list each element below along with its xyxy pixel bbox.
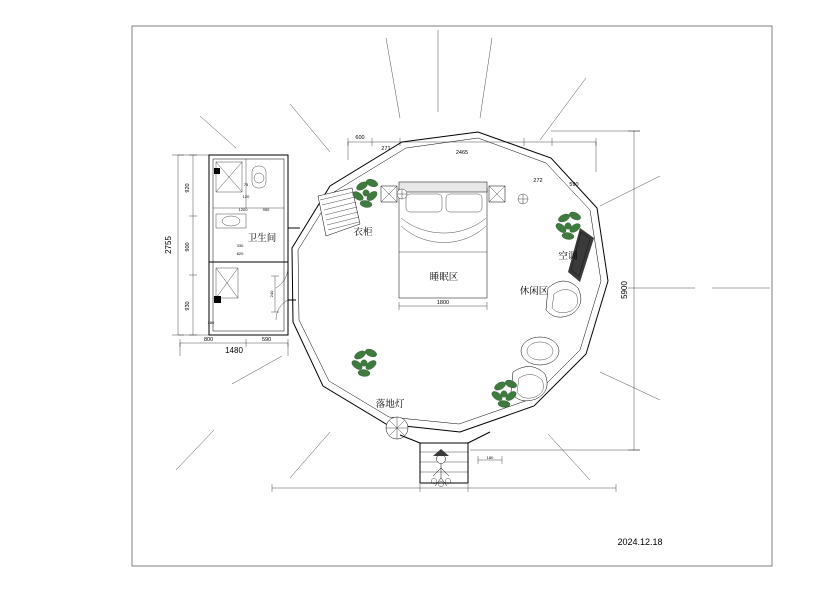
floor-lamp-symbol (386, 417, 408, 439)
bed-furniture (381, 182, 505, 310)
dim-bed-width: 1800 (436, 300, 450, 306)
label-wardrobe: 衣柜 (353, 227, 373, 238)
dim-top-seg-590: 590 (569, 182, 579, 188)
dim-overall-left: 2755 (164, 236, 173, 254)
dim-annex-width: 1480 (225, 346, 243, 355)
dim-left-seg-930: 930 (185, 301, 191, 311)
label-leisure-area: 休闲区 (519, 286, 549, 297)
bathroom-annex (209, 155, 288, 335)
dim-left-seg-920: 920 (185, 183, 191, 193)
dim-small-330: 330 (236, 243, 244, 248)
label-bathroom: 卫生间 (247, 233, 277, 244)
label-floor-lamp: 落地灯 (375, 399, 405, 410)
dim-overall-right: 5900 (620, 281, 629, 299)
dim-small-120: 120 (242, 194, 250, 199)
label-air-conditioner: 空调 (558, 251, 578, 262)
dim-small-180: 180 (486, 455, 494, 460)
note-1200: 1200 (238, 207, 248, 212)
dim-small-820: 820 (236, 251, 244, 256)
dim-top-seg-600: 600 (355, 135, 365, 141)
dim-small-380: 380 (207, 320, 215, 325)
date-stamp: 2024.12.18 (617, 537, 663, 547)
dim-small-75: 75 (243, 182, 249, 187)
note-950: 950 (262, 207, 270, 212)
dim-top-seg-272: 272 (533, 178, 543, 184)
entrance-deck (400, 432, 490, 487)
dim-top-seg-271: 271 (381, 146, 391, 152)
label-sleeping-area: 睡眠区 (429, 272, 459, 283)
dim-small-240: 240 (269, 290, 274, 298)
dim-bottom-baseline (272, 484, 616, 492)
dim-top-seg-2465: 2465 (455, 150, 469, 156)
dim-annex-seg-590: 590 (262, 337, 272, 343)
dim-left-seg-900: 900 (185, 242, 191, 252)
dim-annex-seg-800: 800 (204, 337, 214, 343)
